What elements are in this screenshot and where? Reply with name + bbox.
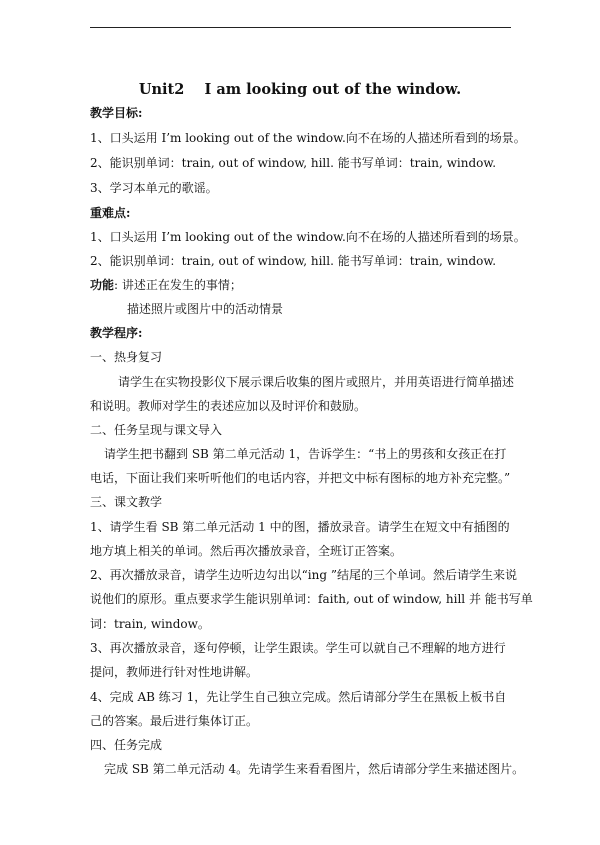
- function-text: : 讲述正在发生的事情；: [114, 278, 242, 292]
- text-teaching-line-2: 地方填上相关的单词。然后再次播放录音，全班订正答案。: [90, 544, 403, 558]
- text-teaching-line-8: 4、完成 AB 练习 1，先让学生自己独立完成。然后请部分学生在黑板上板书自: [90, 690, 507, 704]
- text-teaching-line-7: 提问，教师进行针对性地讲解。: [90, 665, 259, 679]
- page-title: Unit2 I am looking out of the window.: [138, 81, 462, 98]
- objective-item-2: 2、能识别单词：train, out of window, hill. 能书写单词：train, window.: [90, 156, 497, 170]
- task-intro-heading: 二、任务呈现与课文导入: [90, 423, 223, 437]
- function-line: [90, 277, 242, 293]
- procedure-heading: 教学程序:: [90, 326, 143, 340]
- keypoint-item-2: 2、能识别单词：train, out of window, hill. 能书写单词：train, window.: [90, 254, 497, 268]
- text-teaching-line-4: 说他们的原形。重点要求学生能识别单词：faith, out of window, hill 并 能书写单: [90, 592, 533, 606]
- task-intro-line-2: 电话，下面让我们来听听他们的电话内容，并把文中标有图标的地方补充完整。”: [90, 471, 511, 485]
- objective-item-3: 3、学习本单元的歌谣。: [90, 181, 218, 195]
- warmup-line-1: 请学生在实物投影仪下展示课后收集的图片或照片，并用英语进行简单描述: [118, 375, 515, 389]
- warmup-line-2: 和说明。教师对学生的表述应加以及时评价和鼓励。: [90, 399, 367, 413]
- text-teaching-line-3: 2、再次播放录音，请学生边听边勾出以“ing ”结尾的三个单词。然后请学生来说: [90, 568, 517, 582]
- text-teaching-heading: 三、课文教学: [90, 495, 163, 509]
- warmup-heading: 一、热身复习: [90, 350, 163, 364]
- objectives-heading: 教学目标:: [90, 106, 143, 120]
- keypoint-item-1: 1、口头运用 I’m looking out of the window.向不在场的人描述所看到的场景。: [90, 230, 526, 244]
- text-teaching-line-9: 己的答案。最后进行集体订正。: [90, 714, 259, 728]
- text-teaching-line-1: 1、请学生看 SB 第二单元活动 1 中的图，播放录音。请学生在短文中有插图的: [90, 520, 510, 534]
- task-complete-line-1: 完成 SB 第二单元活动 4。先请学生来看看图片，然后请部分学生来描述图片。: [104, 762, 525, 776]
- objective-item-1: 1、口头运用 I’m looking out of the window.向不在场的人描述所看到的场景。: [90, 131, 526, 145]
- text-teaching-line-6: 3、再次播放录音，逐句停顿，让学生跟读。学生可以就自己不理解的地方进行: [90, 641, 506, 655]
- task-intro-line-1: 请学生把书翻到 SB 第二单元活动 1，告诉学生：“书上的男孩和女孩正在打: [104, 447, 507, 461]
- header-rule: [90, 27, 511, 28]
- function-label: 功能: [90, 278, 115, 292]
- keypoints-heading: 重难点:: [90, 206, 131, 220]
- text-teaching-line-5: 词：train, window。: [90, 617, 210, 631]
- function-text-2: 描述照片或图片中的活动情景: [127, 302, 284, 316]
- task-complete-heading: 四、任务完成: [90, 738, 163, 752]
